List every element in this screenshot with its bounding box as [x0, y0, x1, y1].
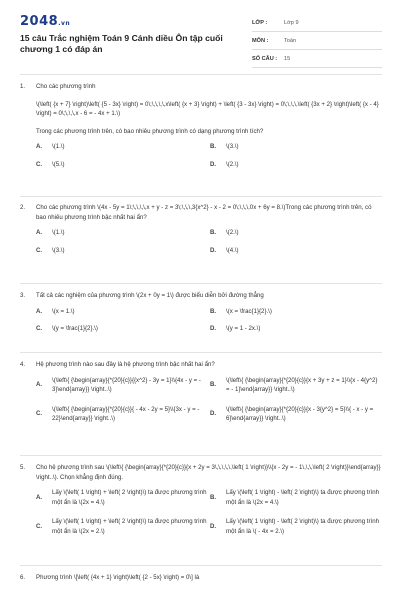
meta-row-count	[252, 50, 382, 68]
meta-value: Lớp 9	[284, 19, 299, 26]
option-b[interactable]	[210, 488, 382, 507]
option-a[interactable]	[36, 488, 208, 507]
option-text: \(y = 1 - 2x.\)	[226, 325, 261, 332]
meta-key: SỐ CÂU :	[252, 55, 278, 62]
option-text: \(\left\{ {\begin{array}{*{20}{c}}{{x^2} - 3y = 1}\\{4x - y = - 3}\end{array}} \right..\)	[52, 376, 201, 393]
option-c[interactable]	[36, 517, 208, 536]
option-text: Lấy \(\left( 1 \right) - \left( 2 \right)\) ta được phương trình một ẩn là \(2x = 4.\)	[226, 489, 379, 506]
answer-options	[36, 488, 382, 536]
option-letter: C.	[36, 160, 43, 168]
question-text: Hệ phương trình nào sau đây là hệ phương trình bậc nhất hai ẩn?	[36, 361, 215, 368]
option-b[interactable]	[210, 228, 382, 238]
option-a[interactable]	[36, 228, 208, 238]
question-text: Phương trình \[\left( {4x + 1} \right)\left( {2 - 5x} \right) = 0\] là	[36, 574, 200, 581]
question-text: Tất cả các nghiệm của phương trình \(2x + 0y = 1\) được biểu diễn bởi đường thẳng	[36, 292, 264, 299]
divider	[20, 74, 382, 75]
option-text: Lấy \(\left( 1 \right) - \left( 2 \right)\) ta được phương trình một ẩn là \( - 4x = 2.\)	[226, 518, 379, 535]
option-letter: C.	[36, 246, 43, 254]
answer-options	[36, 376, 382, 424]
meta-value: 15	[284, 55, 291, 62]
option-text: \(2.\)	[226, 160, 239, 168]
option-letter: C.	[36, 325, 43, 332]
option-letter: D.	[210, 410, 217, 418]
meta-key: LỚP :	[252, 19, 268, 26]
logo-sub-text: .vn	[58, 20, 71, 27]
option-a[interactable]	[36, 142, 208, 152]
option-text: \(2.\)	[226, 229, 239, 236]
option-b[interactable]	[210, 142, 382, 152]
option-text: \(3.\)	[226, 143, 239, 150]
divider	[20, 352, 382, 353]
option-letter: C.	[36, 522, 43, 530]
option-a[interactable]	[36, 376, 208, 395]
question-text: Cho hệ phương trình sau \(\left\{ {\begin{array}{*{20}{c}}{x + 2y = 3\,\,\,\,\,\left( 1 \right)}\\{x - 2y = - 1\,\,\,\left( 2 \right)}\end{array}} \right..\). Chọn khẳng định đúng.	[36, 464, 381, 481]
question-text: Cho các phương trình \(4x - 5y = 1\;\,\,\,\,x + y - z = 3\;\,\,\,3{x^2} - x - 2 = 0\;\,\,\,0x + 6y = 8.\)Trong các phương trình trên, có bao nhiêu phương trình bậc nhất hai ẩn?	[36, 204, 372, 221]
site-logo[interactable]	[20, 14, 70, 29]
option-letter: A.	[36, 307, 43, 315]
option-text: \(\left\{ {\begin{array}{*{20}{c}}{x - 3{y^2} = 5}\\{ - x - y = 6}\end{array}} \right..\)	[226, 405, 374, 422]
divider	[20, 283, 382, 284]
question-text: Cho các phương trình	[36, 83, 96, 90]
question-number: 6.	[20, 574, 26, 581]
logo-main-text: 2048	[20, 14, 59, 29]
option-d[interactable]	[210, 405, 382, 424]
option-d[interactable]	[210, 246, 382, 256]
option-c[interactable]	[36, 246, 208, 256]
option-text: \(5.\)	[52, 160, 65, 168]
option-d[interactable]	[210, 160, 382, 170]
option-letter: B.	[210, 229, 217, 236]
question-number: 3.	[20, 292, 26, 299]
divider	[20, 565, 382, 566]
meta-value: Toán	[284, 37, 297, 44]
option-text: \(x = 1.\)	[52, 307, 75, 315]
option-c[interactable]	[36, 405, 208, 424]
option-letter: B.	[210, 307, 217, 315]
option-letter: B.	[210, 143, 217, 150]
divider	[20, 196, 382, 197]
question-4	[20, 360, 382, 424]
answer-options	[36, 307, 382, 334]
option-letter: C.	[36, 410, 43, 418]
option-letter: D.	[210, 325, 217, 332]
document-title: 15 câu Trắc nghiệm Toán 9 Cánh diều Ôn tập cuối chương 1 có đáp án	[20, 33, 223, 54]
option-letter: D.	[210, 160, 217, 168]
option-text: \(4.\)	[226, 246, 239, 254]
option-a[interactable]	[36, 307, 208, 317]
option-c[interactable]	[36, 324, 208, 334]
question-prompt: Trong các phương trình trên, có bao nhiêu phương trình có dạng phương trình tích?	[36, 127, 264, 135]
question-1	[20, 82, 382, 169]
option-text: \(3.\)	[52, 246, 65, 254]
question-6	[20, 573, 382, 583]
option-c[interactable]	[36, 160, 208, 170]
meta-key: MÔN :	[252, 37, 269, 44]
option-letter: D.	[210, 246, 217, 254]
option-text: \(\left\{ {\begin{array}{*{20}{c}}{x + 3y + z = 1}\\{x - 4{y^2} = - 1}\end{array}} \right..\)	[226, 376, 378, 393]
option-letter: D.	[210, 522, 217, 530]
question-3	[20, 291, 382, 334]
option-text: \(x = \frac{1}{2}.\)	[226, 307, 272, 315]
answer-options	[36, 228, 382, 255]
question-number: 1.	[20, 83, 26, 90]
answer-options	[36, 142, 382, 169]
option-text: \(\left\{ {\begin{array}{*{20}{c}}{ - 4x - 2y = 5}\\{3x - y = - 22}\end{array}} \right..\)	[52, 405, 200, 422]
question-2	[20, 203, 382, 255]
option-letter: B.	[210, 381, 217, 389]
option-d[interactable]	[210, 324, 382, 334]
option-d[interactable]	[210, 517, 382, 536]
option-letter: A.	[36, 229, 43, 236]
option-text: \(y = \frac{1}{2}.\)	[52, 325, 98, 332]
option-letter: B.	[210, 493, 217, 501]
option-text: Lấy \(\left( 1 \right) + \left( 2 \right)\) ta được phương trình một ẩn là \(2x = 4.\)	[52, 489, 207, 506]
option-text: Lấy \(\left( 1 \right) + \left( 2 \right)\) ta được phương trình một ẩn là \(2x = 2.\)	[52, 518, 207, 535]
option-b[interactable]	[210, 376, 382, 395]
option-letter: A.	[36, 143, 43, 150]
meta-row-subject	[252, 32, 382, 50]
option-text: \(1.\)	[52, 229, 65, 236]
option-letter: A.	[36, 493, 43, 501]
option-letter: A.	[36, 381, 43, 389]
question-number: 4.	[20, 361, 26, 368]
question-equations: \(\left( {x + 7} \right)\left( {5 - 3x} \right) = 0\;\,\,\,\,x\left( {x + 3} \right) + \left( {3 - 3x} \right) = 0\;\,\,\,\left( {3x + 2} \right)\left( {x - 4} \right) = 0\;\,\,\,x - 6 = - 4x + 1.\)	[36, 100, 379, 117]
option-text: \(1.\)	[52, 143, 65, 150]
document-meta	[252, 14, 382, 68]
document-header	[0, 0, 400, 72]
question-number: 2.	[20, 204, 26, 211]
option-b[interactable]	[210, 307, 382, 317]
question-number: 5.	[20, 464, 26, 471]
divider	[20, 455, 382, 456]
question-5	[20, 463, 382, 536]
meta-row-class	[252, 14, 382, 32]
